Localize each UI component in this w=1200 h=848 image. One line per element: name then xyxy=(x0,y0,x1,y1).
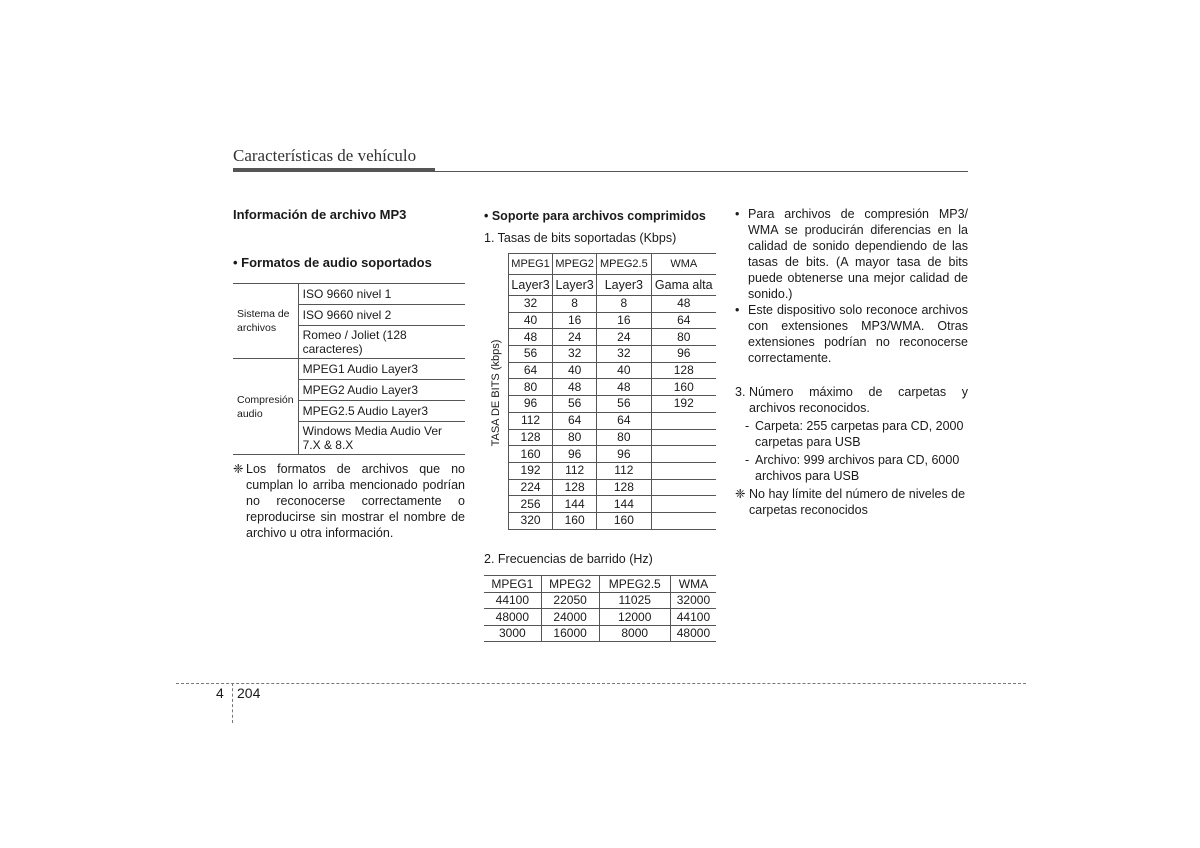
table-cell: 32000 xyxy=(670,592,716,609)
table-cell: 48 xyxy=(553,379,597,396)
table-row xyxy=(509,446,717,463)
table-cell: 64 xyxy=(651,312,716,329)
table-cell: 96 xyxy=(597,446,651,463)
section-heading: Información de archivo MP3 xyxy=(233,207,407,222)
frequencies-table xyxy=(484,575,716,642)
table-cell: 128 xyxy=(509,429,553,446)
table-cell: 12000 xyxy=(599,609,670,626)
table-cell: 40 xyxy=(597,362,651,379)
table-cell: 8 xyxy=(553,296,597,313)
dash-text: Carpeta: 255 carpetas para CD, 2000 carpetas para USB xyxy=(755,419,964,449)
format-cell: Windows Media Audio Ver 7.X & 8.X xyxy=(298,422,465,455)
table-cell: 160 xyxy=(509,446,553,463)
header-rule xyxy=(233,171,968,172)
table-cell: 44100 xyxy=(484,592,541,609)
table-row xyxy=(484,576,716,593)
format-cell: Romeo / Joliet (128 caracteres) xyxy=(298,326,465,359)
compressed-support-heading: • Soporte para archivos comprimidos xyxy=(484,209,706,223)
table-row xyxy=(509,396,717,413)
bullet-text: Este dispositivo solo reconoce archivos con extensiones MP3/WMA. Otras extensiones podrían no reconocerse correctamente. xyxy=(748,303,968,365)
table-cell: 160 xyxy=(651,379,716,396)
bullet-symbol: • xyxy=(735,303,740,317)
table-cell: 224 xyxy=(509,479,553,496)
table-cell: 96 xyxy=(553,446,597,463)
footer-rule xyxy=(176,683,1026,684)
table-cell: 24 xyxy=(597,329,651,346)
table-row xyxy=(484,592,716,609)
audio-formats-table xyxy=(233,283,465,455)
table-cell: 16 xyxy=(553,312,597,329)
table-cell: 8000 xyxy=(599,625,670,642)
table-row xyxy=(509,312,717,329)
table-cell: 128 xyxy=(651,362,716,379)
table-cell: 192 xyxy=(509,462,553,479)
table-cell: 48 xyxy=(651,296,716,313)
formats-note xyxy=(233,461,465,541)
table-cell: 22050 xyxy=(541,592,599,609)
table-cell: MPEG1 xyxy=(509,254,553,275)
table-cell: MPEG2.5 xyxy=(599,576,670,593)
subsection-heading: • Formatos de audio soportados xyxy=(233,255,432,270)
table-cell: Layer3 xyxy=(553,275,597,296)
table-cell: 32 xyxy=(553,346,597,363)
table-cell: 24000 xyxy=(541,609,599,626)
table-cell: 56 xyxy=(597,396,651,413)
table-cell: 96 xyxy=(509,396,553,413)
bitrates-title: 1. Tasas de bits soportadas (Kbps) xyxy=(484,231,677,245)
table-cell: 48 xyxy=(509,329,553,346)
table-row xyxy=(509,362,717,379)
table-cell: 56 xyxy=(553,396,597,413)
table-cell: 144 xyxy=(553,496,597,513)
format-cell: MPEG2.5 Audio Layer3 xyxy=(298,401,465,422)
table-cell: 32 xyxy=(509,296,553,313)
bullet-text: Para archivos de compresión MP3/ WMA se producirán diferencias en la calidad de sonido dependiendo de las tasas de bits. (A mayor tasa de bits puede obtenerse una mejor calidad de sonido.) xyxy=(748,207,968,301)
table-row xyxy=(509,296,717,313)
axis-text: TASA DE BITS (kbps) xyxy=(490,339,502,447)
table-cell: 3000 xyxy=(484,625,541,642)
table-cell: 144 xyxy=(597,496,651,513)
dash-symbol: - xyxy=(745,453,750,467)
table-cell: 64 xyxy=(509,362,553,379)
table-cell: 44100 xyxy=(670,609,716,626)
table-cell: Gama alta xyxy=(651,275,716,296)
table-cell: 64 xyxy=(597,412,651,429)
table-cell: 40 xyxy=(509,312,553,329)
dash-text: Archivo: 999 archivos para CD, 6000 archivos para USB xyxy=(755,453,960,483)
table-cell: 128 xyxy=(553,479,597,496)
table-cell: 112 xyxy=(509,412,553,429)
table-cell: WMA xyxy=(670,576,716,593)
table-row xyxy=(509,412,717,429)
table-row xyxy=(233,359,465,380)
note-symbol: ❈ xyxy=(233,462,244,476)
table-cell: 80 xyxy=(597,429,651,446)
table-cell: 24 xyxy=(553,329,597,346)
table-cell: 80 xyxy=(509,379,553,396)
table-cell: 32 xyxy=(597,346,651,363)
table-row xyxy=(484,625,716,642)
table-row xyxy=(509,379,717,396)
format-cell: MPEG2 Audio Layer3 xyxy=(298,380,465,401)
table-cell xyxy=(651,446,716,463)
table-cell: 80 xyxy=(651,329,716,346)
table-row xyxy=(509,275,717,296)
table-row xyxy=(509,346,717,363)
frequencies-title: 2. Frecuencias de barrido (Hz) xyxy=(484,552,653,566)
right-column xyxy=(735,206,968,518)
dash-symbol: - xyxy=(745,419,750,433)
table-row xyxy=(484,609,716,626)
table-row xyxy=(509,496,717,513)
bullet-symbol: • xyxy=(735,207,740,221)
page-header-title: Características de vehículo xyxy=(233,146,417,165)
bullet-item xyxy=(735,206,968,302)
table-cell: 96 xyxy=(651,346,716,363)
table-cell: 56 xyxy=(509,346,553,363)
table-cell: 8 xyxy=(597,296,651,313)
bitrates-table xyxy=(508,253,716,530)
table-cell xyxy=(651,429,716,446)
table-cell: WMA xyxy=(651,254,716,275)
note-text: No hay límite del número de niveles de carpetas reconocidos xyxy=(749,487,966,517)
table-cell: MPEG2.5 xyxy=(597,254,651,275)
table-cell: 16 xyxy=(597,312,651,329)
format-cell: MPEG1 Audio Layer3 xyxy=(298,359,465,380)
table-row xyxy=(509,462,717,479)
table-cell xyxy=(651,512,716,529)
table-cell: 80 xyxy=(553,429,597,446)
table-cell: 112 xyxy=(553,462,597,479)
table-cell: MPEG2 xyxy=(541,576,599,593)
table-cell: 48000 xyxy=(670,625,716,642)
page-number: 204 xyxy=(237,685,261,701)
item-text: Número máximo de carpetas y archivos reconocidos. xyxy=(749,385,968,415)
table-cell xyxy=(651,479,716,496)
table-cell: 48000 xyxy=(484,609,541,626)
table-cell: 11025 xyxy=(599,592,670,609)
note-text: Los formatos de archivos que no cumplan lo arriba mencionado podrían no reconocerse correctamente o reproducirse sin mostrar el nombre de archivo u otra información. xyxy=(246,462,465,540)
table-cell: 48 xyxy=(597,379,651,396)
table-row xyxy=(509,512,717,529)
numbered-item xyxy=(735,384,968,416)
table-row xyxy=(509,254,717,275)
table-row xyxy=(509,329,717,346)
table-cell: 16000 xyxy=(541,625,599,642)
group-label: Sistema de archivos xyxy=(233,284,298,359)
footer-divider xyxy=(232,683,233,723)
table-cell: 192 xyxy=(651,396,716,413)
table-row xyxy=(233,284,465,305)
table-cell: 160 xyxy=(597,512,651,529)
table-cell: 40 xyxy=(553,362,597,379)
table-cell: 160 xyxy=(553,512,597,529)
table-cell: Layer3 xyxy=(509,275,553,296)
table-cell: 64 xyxy=(553,412,597,429)
table-cell xyxy=(651,462,716,479)
table-cell: Layer3 xyxy=(597,275,651,296)
note-symbol: ❈ xyxy=(735,487,746,501)
table-row xyxy=(509,479,717,496)
table-cell: MPEG2 xyxy=(553,254,597,275)
format-cell: ISO 9660 nivel 2 xyxy=(298,305,465,326)
table-cell: MPEG1 xyxy=(484,576,541,593)
table-cell xyxy=(651,412,716,429)
bullet-item xyxy=(735,302,968,366)
dash-item xyxy=(735,452,968,484)
table-cell: 320 xyxy=(509,512,553,529)
table-cell: 256 xyxy=(509,496,553,513)
table-cell: 112 xyxy=(597,462,651,479)
table-cell: 128 xyxy=(597,479,651,496)
dash-item xyxy=(735,418,968,450)
format-cell: ISO 9660 nivel 1 xyxy=(298,284,465,305)
folders-note xyxy=(735,486,968,518)
table-cell xyxy=(651,496,716,513)
table-row xyxy=(509,429,717,446)
bitrates-block xyxy=(484,253,716,533)
chapter-number: 4 xyxy=(216,685,224,701)
group-label: Compresión audio xyxy=(233,359,298,455)
item-number: 3. xyxy=(735,385,746,399)
bitrates-axis-label xyxy=(484,253,508,533)
